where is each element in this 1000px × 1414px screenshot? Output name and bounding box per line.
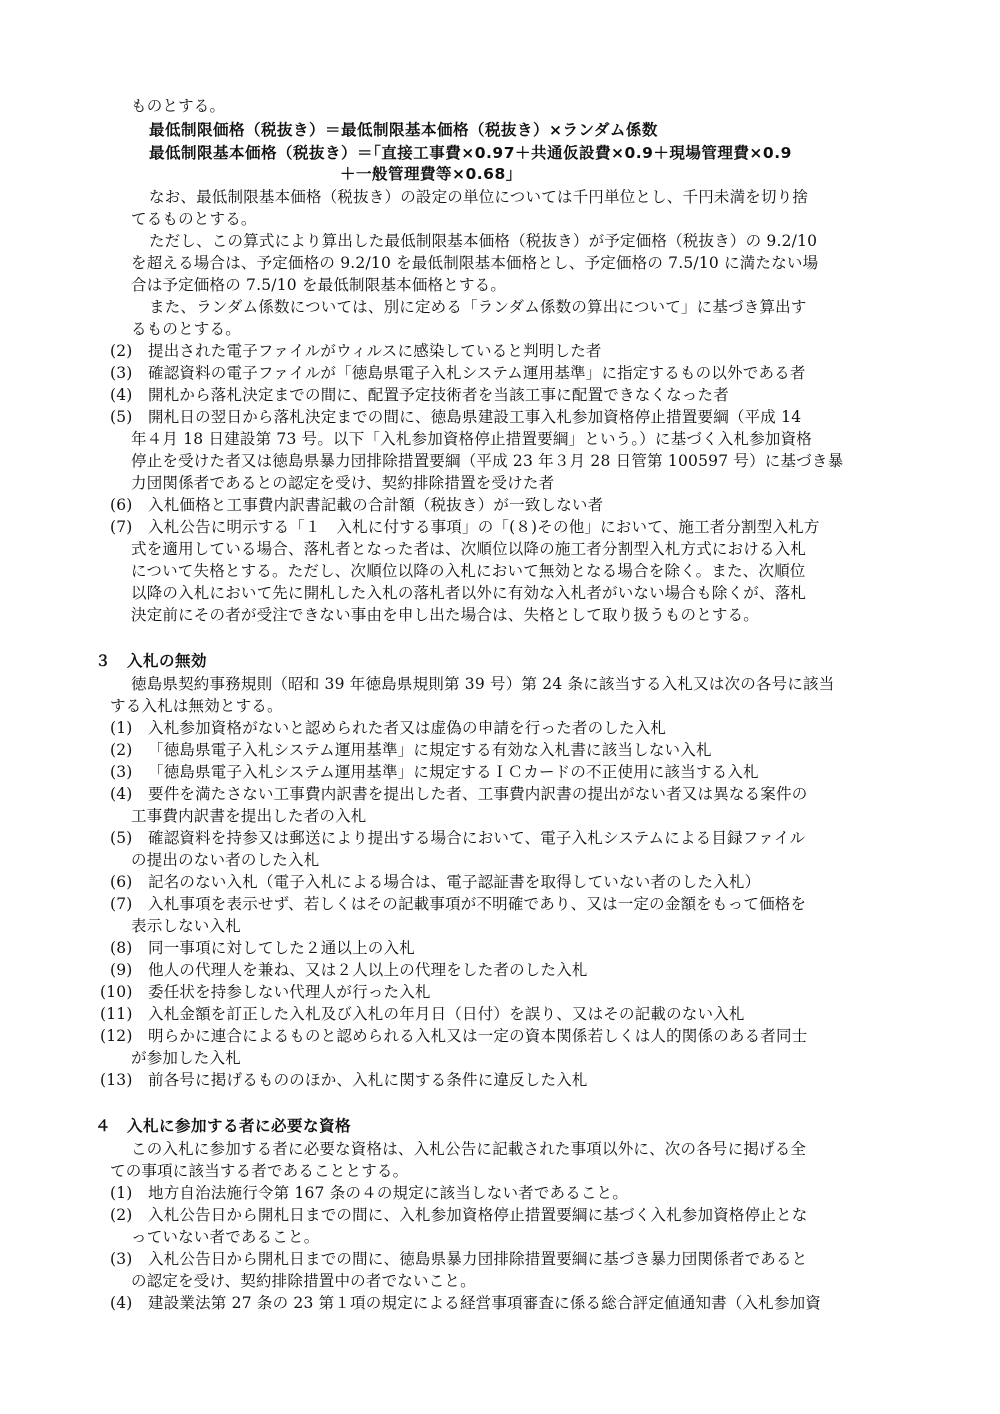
item-number: (2) bbox=[110, 1206, 133, 1224]
item-number: (4) bbox=[110, 785, 133, 803]
item-text: 入札価格と工事費内訳書記載の合計額（税抜き）が一致しない者 bbox=[148, 496, 604, 514]
text-line: この入札に参加する者に必要な資格は、入札公告に記載された事項以外に、次の各号に掲げる全 bbox=[131, 1140, 807, 1158]
item-number: (3) bbox=[110, 364, 133, 382]
item-text: 入札公告に明示する「１ 入札に付する事項」の「(８)その他」において、施工者分割型入札方 bbox=[148, 518, 820, 536]
list-item bbox=[110, 783, 807, 805]
list-item bbox=[110, 1182, 628, 1204]
text-line: 合は予定価格の 7.5/10 を最低制限基本価格とする。 bbox=[131, 276, 507, 294]
text-line: るものとする。 bbox=[131, 320, 241, 338]
item-text: 入札事項を表示せず、若しくはその記載事項が不明確であり、又は一定の金額をもって価格を bbox=[148, 895, 807, 913]
item-number: (3) bbox=[110, 1250, 133, 1268]
item-text: 建設業法第 27 条の 23 第１項の規定による経営事項審査に係る総合評定値通知書（入札参加資 bbox=[148, 1294, 822, 1312]
list-item bbox=[110, 406, 801, 428]
item-number: (1) bbox=[110, 719, 133, 737]
text-line: する入札は無効とする。 bbox=[110, 697, 283, 715]
list-item bbox=[110, 1248, 807, 1270]
list-item bbox=[110, 384, 729, 406]
list-item bbox=[100, 1025, 807, 1047]
list-item bbox=[110, 1204, 807, 1226]
item-number: (13) bbox=[100, 1071, 133, 1089]
item-text: 記名のない入札（電子入札による場合は、電子認証書を取得していない者のした入札） bbox=[148, 873, 761, 891]
text-line: の提出のない者のした入札 bbox=[131, 851, 320, 869]
item-number: (5) bbox=[110, 829, 133, 847]
item-number: (6) bbox=[110, 873, 133, 891]
list-item bbox=[110, 827, 805, 849]
text-line: 式を適用している場合、落札者となった者は、次順位以降の施工者分割型入札方式における入札 bbox=[131, 540, 807, 558]
list-item bbox=[110, 717, 666, 739]
formula-line: 最低制限価格（税抜き）＝最低制限基本価格（税抜き）×ランダム係数 bbox=[149, 121, 658, 139]
list-item bbox=[110, 362, 806, 384]
text-line: の認定を受け、契約排除措置中の者でないこと。 bbox=[131, 1272, 476, 1290]
list-item bbox=[110, 739, 712, 761]
list-item bbox=[110, 340, 602, 362]
item-number: (2) bbox=[110, 342, 133, 360]
item-number: (9) bbox=[110, 961, 133, 979]
item-text: 入札参加資格がないと認められた者又は虚偽の申請を行った者のした入札 bbox=[148, 719, 667, 737]
item-text: 開札から落札決定までの間に、配置予定技術者を当該工事に配置できなくなった者 bbox=[148, 386, 729, 404]
text-line: ての事項に該当する者であることとする。 bbox=[110, 1162, 409, 1180]
text-line: 以降の入札において先に開札した入札の落札者以外に有効な入札者がいない場合も除くが、落札 bbox=[131, 584, 807, 602]
formula-line: 最低制限基本価格（税抜き）＝｢直接工事費×0.97＋共通仮設費×0.9＋現場管理費×0.9 bbox=[149, 144, 792, 162]
item-text: 入札金額を訂正した入札及び入札の年月日（日付）を誤り、又はその記載のない入札 bbox=[148, 1005, 745, 1023]
text-line: 年４月 18 日建設第 73 号。以下「入札参加資格停止措置要綱」という。）に基づく入札参加資格 bbox=[131, 430, 813, 448]
item-number: (10) bbox=[100, 983, 133, 1001]
text-line: ただし、この算式により算出した最低制限基本価格（税抜き）が予定価格（税抜き）の 9.2/10 bbox=[149, 232, 818, 250]
text-line: が参加した入札 bbox=[131, 1049, 241, 1067]
item-text: 他人の代理人を兼ね、又は２人以上の代理をした者のした入札 bbox=[148, 961, 588, 979]
item-text: 確認資料を持参又は郵送により提出する場合において、電子入札システムによる目録ファイル bbox=[148, 829, 806, 847]
list-item bbox=[100, 1003, 745, 1025]
item-number: (5) bbox=[110, 408, 133, 426]
text-line: てるものとする。 bbox=[131, 210, 257, 228]
item-text: 入札公告日から開札日までの間に、徳島県暴力団排除措置要綱に基づき暴力団関係者であると bbox=[148, 1250, 808, 1268]
list-item bbox=[110, 516, 820, 538]
item-number: (7) bbox=[110, 895, 133, 913]
item-number: (4) bbox=[110, 386, 133, 404]
text-line: なお、最低制限基本価格（税抜き）の設定の単位については千円単位とし、千円未満を切り捨 bbox=[149, 188, 809, 206]
text-line: を超える場合は、予定価格の 9.2/10 を最低制限基本価格とし、予定価格の 7.5/10 に満たない場 bbox=[131, 254, 819, 272]
list-item bbox=[110, 937, 415, 959]
item-text: 「徳島県電子入札システム運用基準」に規定するＩＣカードの不正使用に該当する入札 bbox=[148, 763, 759, 781]
item-text: 明らかに連合によるものと認められる入札又は一定の資本関係若しくは人的関係のある者同士 bbox=[148, 1027, 808, 1045]
item-number: (7) bbox=[110, 518, 133, 536]
item-number: (2) bbox=[110, 741, 133, 759]
text-line: 表示しない入札 bbox=[131, 917, 241, 935]
list-item bbox=[100, 1069, 588, 1091]
text-line: 決定前にその者が受注できない事由を申し出た場合は、失格として取り扱うものとする。 bbox=[131, 606, 760, 624]
item-text: 要件を満たさない工事費内訳書を提出した者、工事費内訳書の提出がない者又は異なる案件の bbox=[148, 785, 808, 803]
item-text: 提出された電子ファイルがウィルスに感染していると判明した者 bbox=[148, 342, 602, 360]
text-line: 工事費内訳書を提出した者の入札 bbox=[131, 807, 367, 825]
item-number: (6) bbox=[110, 496, 133, 514]
item-text: 委任状を持参しない代理人が行った入札 bbox=[148, 983, 431, 1001]
list-item bbox=[110, 1292, 821, 1314]
text-line: 力団関係者であるとの認定を受け、契約排除措置を受けた者 bbox=[131, 474, 555, 492]
item-number: (12) bbox=[100, 1027, 133, 1045]
item-text: 確認資料の電子ファイルが「徳島県電子入札システム運用基準」に指定するもの以外である者 bbox=[148, 364, 806, 382]
item-number: (8) bbox=[110, 939, 133, 957]
text-line: っていない者であること。 bbox=[131, 1228, 320, 1246]
item-number: (4) bbox=[110, 1294, 133, 1312]
text-line: について失格とする。ただし、次順位以降の入札において無効となる場合を除く。また、次順位 bbox=[131, 562, 806, 580]
section-heading: ４ 入札に参加する者に必要な資格 bbox=[95, 1117, 352, 1135]
text-line: また、ランダム係数については、別に定める「ランダム係数の算出について」に基づき算出す bbox=[149, 298, 807, 316]
item-number: (1) bbox=[110, 1184, 133, 1202]
list-item bbox=[110, 871, 760, 893]
list-item bbox=[110, 959, 588, 981]
list-item bbox=[110, 761, 759, 783]
list-item bbox=[110, 494, 603, 516]
item-text: 地方自治法施行令第 167 条の４の規定に該当しない者であること。 bbox=[148, 1184, 629, 1202]
section-heading: ３ 入札の無効 bbox=[95, 652, 208, 670]
item-text: 「徳島県電子入札システム運用基準」に規定する有効な入札書に該当しない入札 bbox=[148, 741, 712, 759]
item-text: 同一事項に対してした２通以上の入札 bbox=[148, 939, 415, 957]
list-item bbox=[100, 981, 431, 1003]
item-text: 入札公告日から開札日までの間に、入札参加資格停止措置要綱に基づく入札参加資格停止とな bbox=[148, 1206, 808, 1224]
item-text: 開札日の翌日から落札決定までの間に、徳島県建設工事入札参加資格停止措置要綱（平成 14 bbox=[148, 408, 802, 426]
list-item bbox=[110, 893, 806, 915]
text-line: ものとする。 bbox=[131, 97, 226, 115]
text-line: 停止を受けた者又は徳島県暴力団排除措置要綱（平成 23 年３月 28 日管第 100597 号）に基づき暴 bbox=[131, 452, 844, 470]
item-number: (3) bbox=[110, 763, 133, 781]
item-text: 前各号に掲げるもののほか、入札に関する条件に違反した入札 bbox=[148, 1071, 588, 1089]
item-number: (11) bbox=[100, 1005, 133, 1023]
formula-line: ＋一般管理費等×0.68｣ bbox=[340, 165, 514, 183]
text-line: 徳島県契約事務規則（昭和 39 年徳島県規則第 39 号）第 24 条に該当する入札又は次の各号に該当 bbox=[131, 675, 835, 693]
